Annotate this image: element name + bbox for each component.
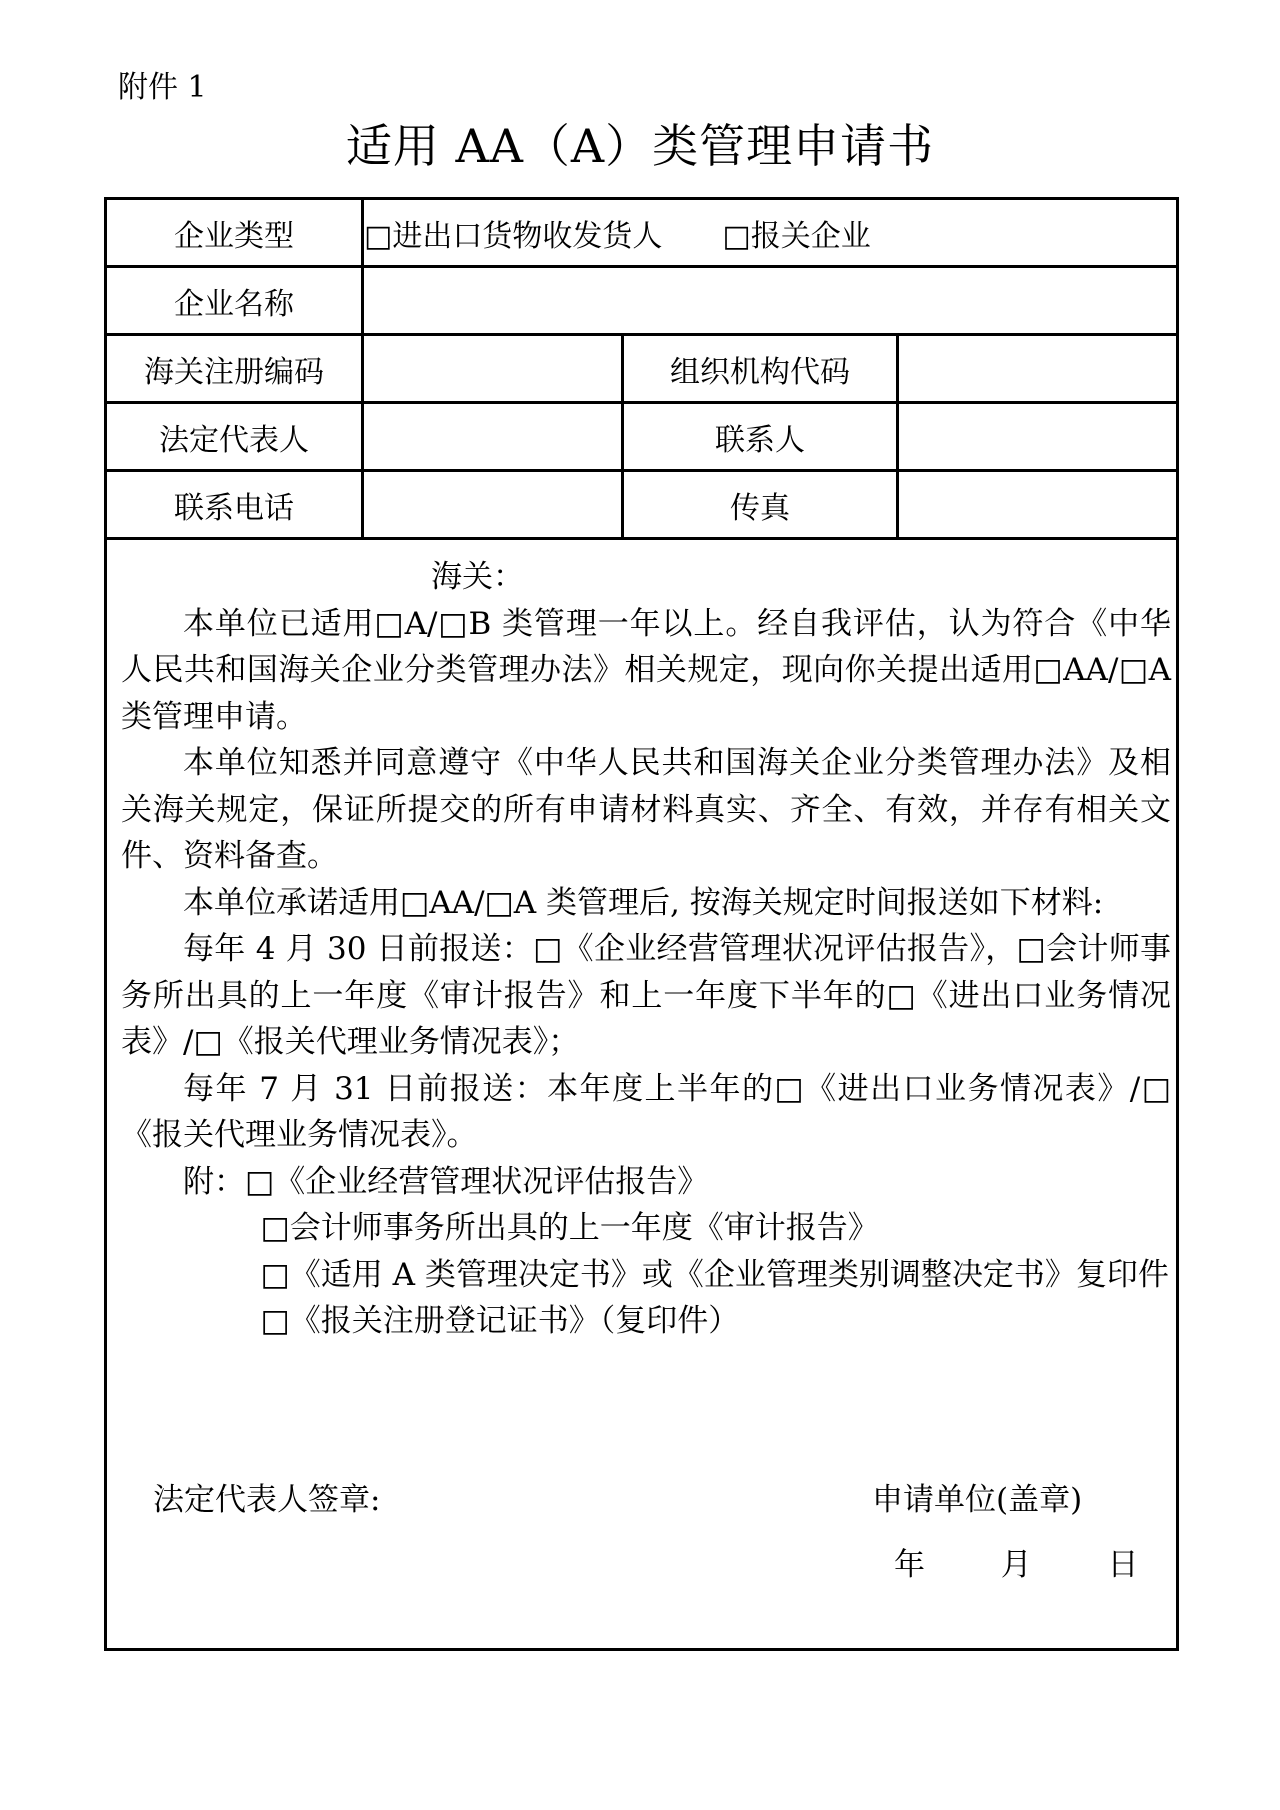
fax-field[interactable] <box>898 471 1178 539</box>
letter-paragraph-4: 每年 4 月 30 日前报送：□《企业经营管理状况评估报告》，□会计师事务所出具的上一年度《审计报告》和上一年度下半年的□《进出口业务情况表》/□《报关代理业务情况表》； <box>121 931 1171 1060</box>
contact-field[interactable] <box>898 403 1178 471</box>
letter-salutation: 海关： <box>431 559 524 595</box>
legal-rep-label: 法定代表人 <box>106 403 363 471</box>
enterprise-type-label: 企业类型 <box>106 199 363 267</box>
contact-label: 联系人 <box>623 403 898 471</box>
application-form-table <box>104 197 1179 1651</box>
annex-label: 附件 1 <box>118 70 207 105</box>
letter-paragraph-3: 本单位承诺适用□AA/□A 类管理后, 按海关规定时间报送如下材料: <box>183 884 1104 921</box>
row-codes <box>106 335 1178 403</box>
letter-paragraph-2: 本单位知悉并同意遵守《中华人民共和国海关企业分类管理办法》及相关海关规定，保证所提交的所有申请材料真实、齐全、有效，并存有相关文件、资料备查。 <box>121 745 1171 874</box>
attachment-item-3: □《适用 A 类管理决定书》或《企业管理类别调整决定书》复印件 <box>260 1256 1169 1293</box>
letter-paragraph-1: 本单位已适用□A/□B 类管理一年以上。经自我评估，认为符合《中华人民共和国海关企业分类管理办法》相关规定，现向你关提出适用□AA/□A 类管理申请。 <box>121 605 1171 735</box>
org-code-field[interactable] <box>898 335 1178 403</box>
org-code-label: 组织机构代码 <box>623 335 898 403</box>
date-line <box>894 1545 1138 1585</box>
letter-paragraph-5: 每年 7 月 31 日前报送：本年度上半年的□《进出口业务情况表》/□《报关代理业务情况表》。 <box>121 1070 1171 1153</box>
letter-body <box>121 554 1171 1345</box>
legal-rep-field[interactable] <box>363 403 623 471</box>
document-title: 适用 AA（A）类管理申请书 <box>345 119 935 173</box>
enterprise-type-options[interactable]: □进出口货物收发货人 □报关企业 <box>363 199 1178 267</box>
enterprise-name-label: 企业名称 <box>106 267 363 335</box>
applicant-seal-label: 申请单位(盖章) <box>872 1482 1083 1518</box>
row-representatives <box>106 403 1178 471</box>
attachment-item-4: □《报关注册登记证书》（复印件） <box>260 1303 740 1339</box>
date-year-label: 年 <box>894 1547 925 1583</box>
enterprise-name-field[interactable] <box>363 267 1178 335</box>
legal-rep-signature-label: 法定代表人签章: <box>153 1482 381 1518</box>
date-day-label: 日 <box>1107 1547 1139 1583</box>
date-month-label: 月 <box>1000 1547 1032 1583</box>
phone-label: 联系电话 <box>106 471 363 539</box>
attachment-item-1: 附：□《企业经营管理状况评估报告》 <box>183 1163 709 1200</box>
row-phone-fax <box>106 471 1178 539</box>
row-enterprise-name <box>106 267 1178 335</box>
customs-code-label: 海关注册编码 <box>106 335 363 403</box>
customs-code-field[interactable] <box>363 335 623 403</box>
row-enterprise-type <box>106 199 1178 267</box>
letter-cell <box>106 539 1178 1650</box>
fax-label: 传真 <box>623 471 898 539</box>
attachment-item-2: □会计师事务所出具的上一年度《审计报告》 <box>260 1210 879 1246</box>
phone-field[interactable] <box>363 471 623 539</box>
row-letter <box>106 539 1178 1650</box>
